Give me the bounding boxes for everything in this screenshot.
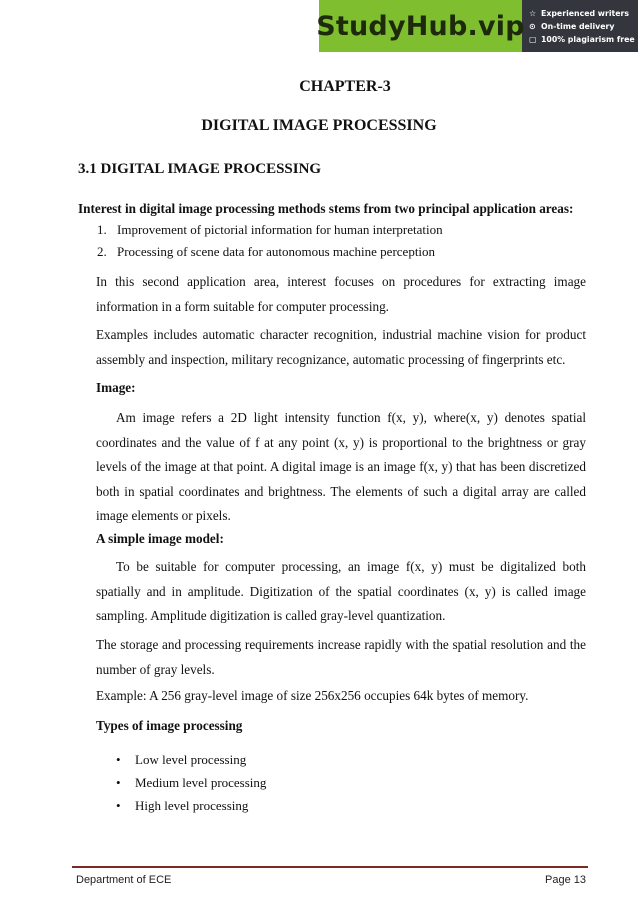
- star-icon: ☆: [529, 8, 537, 18]
- paragraph: The storage and processing requirements increase rapidly with the spatial resolution and the number of gray levels.: [96, 637, 586, 677]
- list-number: 1.: [97, 222, 107, 237]
- list-number: 2.: [97, 244, 107, 259]
- feature-item: [529, 33, 638, 46]
- paragraph: Am image refers a 2D light intensity function f(x, y), where(x, y) denotes spatial coordinates and the value of f at any point (x, y) is proportional to the brightness or gray levels of the image at that point. A digital image is an image f(x, y) that has been discretized both in spatial coordinates and brightness. The elements of such a digital array are called image elements or pixels.: [96, 410, 586, 523]
- ad-banner[interactable]: [316, 0, 638, 52]
- intro-text: Interest in digital image processing methods stems from two principal application areas:: [78, 201, 574, 216]
- feature-item: [529, 20, 638, 33]
- bullet-icon: •: [116, 798, 121, 813]
- brand-logo[interactable]: StudyHub.vip: [319, 0, 522, 52]
- paragraph: Example: A 256 gray-level image of size 256x256 occupies 64k bytes of memory.: [96, 688, 529, 703]
- bullet-icon: •: [116, 775, 121, 790]
- footer-divider: [72, 866, 588, 868]
- chapter-title: DIGITAL IMAGE PROCESSING: [201, 117, 437, 134]
- chapter-number: CHAPTER-3: [299, 78, 391, 95]
- section-heading: 3.1 DIGITAL IMAGE PROCESSING: [78, 161, 322, 177]
- list-item: Improvement of pictorial information for human interpretation: [117, 222, 443, 237]
- feature-text: On-time delivery: [541, 21, 615, 31]
- feature-text: 100% plagiarism free: [541, 34, 635, 44]
- document-icon: ▢: [529, 34, 537, 44]
- bullet-icon: •: [116, 752, 121, 767]
- list-item: Low level processing: [135, 752, 247, 767]
- list-item: High level processing: [135, 798, 249, 813]
- list-item: Medium level processing: [135, 775, 267, 790]
- list-item: Processing of scene data for autonomous machine perception: [117, 244, 436, 259]
- paragraph: To be suitable for computer processing, an image f(x, y) must be digitalized both spatially and in amplitude. Digitization of the spatial coordinates (x, y) is called image sampling. Amplitude digitization is called gray-level quantization.: [96, 559, 586, 623]
- types-heading: Types of image processing: [96, 718, 243, 733]
- page-number: Page 13: [545, 874, 586, 886]
- banner-features: [522, 0, 638, 52]
- feature-text: Experienced writers: [541, 8, 630, 18]
- model-heading: A simple image model:: [96, 531, 224, 546]
- feature-item: [529, 7, 638, 20]
- footer-department: Department of ECE: [76, 874, 172, 886]
- clock-icon: ⊙: [529, 21, 536, 31]
- paragraph: In this second application area, interest focuses on procedures for extracting image information in a form suitable for computer processing.: [96, 274, 586, 314]
- paragraph: Examples includes automatic character recognition, industrial machine vision for product assembly and inspection, military recognizance, automatic processing of fingerprints etc.: [96, 327, 586, 367]
- image-heading: Image:: [96, 380, 136, 395]
